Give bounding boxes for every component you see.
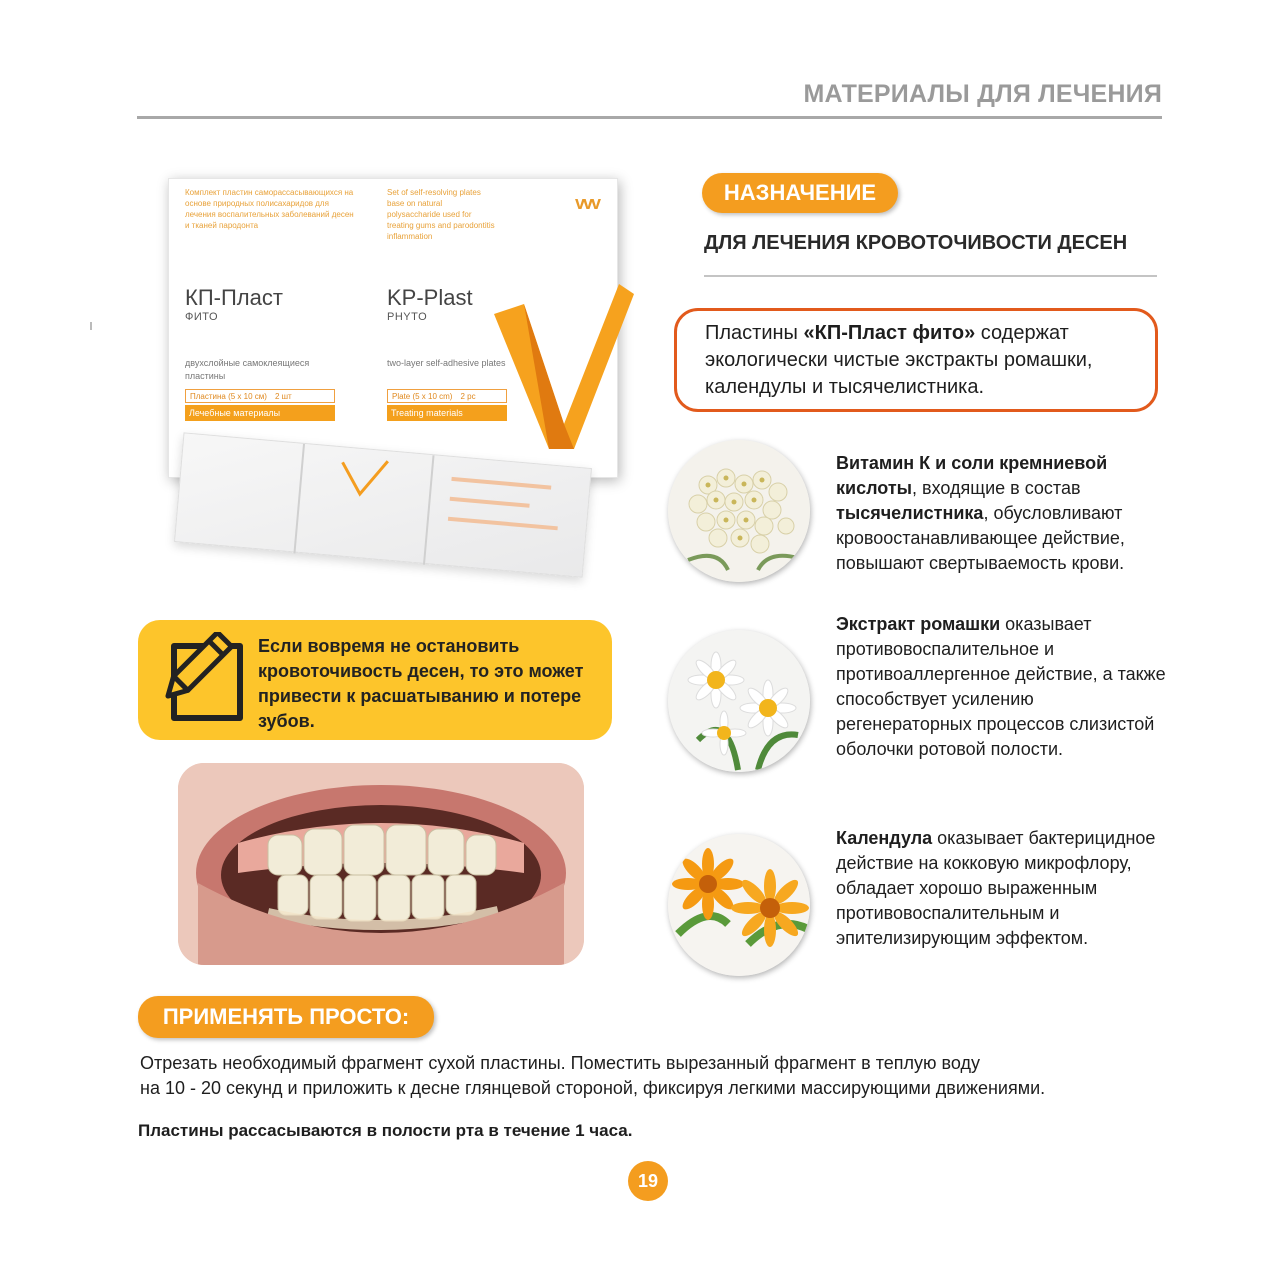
mouth-photo-icon: [178, 763, 584, 965]
gums-photo: [178, 763, 584, 965]
page-number: 19: [628, 1161, 668, 1201]
intro-ru: Комплект пластин саморассасывающихся на основе природных полисахаридов для лечения воспалительных заболеваний десен и тканей пародонта: [185, 188, 354, 230]
plate-size-en: Plate (5 x 10 cm): [392, 392, 453, 401]
calendula-icon: [668, 834, 810, 976]
plate-qty-en: 2 pc: [460, 392, 476, 401]
warning-text: Если вовремя не остановить кровоточивость десен, то это может привести к расшатыванию и потере зубов.: [258, 636, 584, 731]
warning-note: [138, 620, 612, 740]
yarrow-description: [836, 451, 1166, 576]
chamomile-description: [836, 612, 1166, 762]
checkmark-logo-icon: [494, 274, 634, 454]
edge-mark: [90, 322, 92, 330]
calendula-text: оказывает бактерицидное действие на кокковую микрофлору, обладает хорошо выраженным противовоспалительным и эпителизирующим эффектом.: [836, 828, 1156, 948]
band-ru: Лечебные материалы: [185, 405, 335, 421]
product-package-image: [148, 150, 628, 590]
header-divider: [137, 116, 1162, 119]
product-desc-ru: двухслойные самоклеящиеся пластины: [185, 358, 310, 381]
dissolve-note: Пластины рассасываются в полости рта в течение 1 часа.: [138, 1121, 633, 1140]
calendula-description: [836, 826, 1166, 951]
yarrow-bold-1: Витамин К и соли кремниевой кислоты: [836, 453, 1108, 498]
pencil-note-icon: [152, 632, 244, 724]
product-sub-ru: ФИТО: [185, 311, 219, 323]
purpose-title: НАЗНАЧЕНИЕ: [702, 173, 898, 213]
yarrow-icon: [668, 440, 810, 582]
composition-text-pre: Пластины: [705, 322, 804, 344]
composition-product-name: «КП-Пласт фито»: [803, 322, 976, 344]
purpose-divider: [704, 275, 1157, 277]
product-box: [168, 178, 618, 478]
plate-spec-en: [387, 389, 507, 403]
calendula-bold: Календула: [836, 828, 933, 848]
product-sub-en: PHYTO: [387, 311, 428, 323]
band-en: Treating materials: [387, 405, 507, 421]
brand-logo-icon: vvv: [574, 193, 599, 213]
plate-spec-ru: [185, 389, 335, 403]
product-name-ru: КП-Пласт: [185, 285, 283, 310]
usage-line-1: Отрезать необходимый фрагмент сухой пластины. Поместить вырезанный фрагмент в теплую воду: [140, 1053, 980, 1073]
yarrow-text-2: , обусловливают кровоостанавливающее действие, повышают свертываемость крови.: [836, 503, 1125, 573]
usage-instructions: [140, 1051, 1180, 1101]
chamomile-icon: [668, 630, 810, 772]
purpose-subtitle: ДЛЯ ЛЕЧЕНИЯ КРОВОТОЧИВОСТИ ДЕСЕН: [704, 232, 1128, 254]
intro-en: Set of self-resolving plates base on natural polysaccharide used for treating gums and parodontitis inflammation: [387, 188, 495, 241]
plate-size-ru: Пластина (5 x 10 см): [190, 392, 267, 401]
usage-title: ПРИМЕНЯТЬ ПРОСТО:: [138, 996, 434, 1038]
yarrow-text-1: , входящие в состав: [912, 478, 1081, 498]
product-desc-en: two-layer self-adhesive plates: [387, 358, 506, 368]
plate-qty-ru: 2 шт: [274, 392, 292, 401]
yarrow-bold-2: тысячелистника: [836, 503, 984, 523]
chamomile-text: оказывает противовоспалительное и противоаллергенное действие, а также способствует усилению регенераторных процессов слизистой оболочки ротовой полости.: [836, 614, 1166, 759]
section-title: МАТЕРИАЛЫ ДЛЯ ЛЕЧЕНИЯ: [803, 80, 1162, 108]
usage-line-2: на 10 - 20 секунд и приложить к десне глянцевой стороной, фиксируя легкими массирующими движениями.: [140, 1078, 1046, 1098]
composition-text-post: содержат экологически чистые экстракты ромашки, календулы и тысячелистника.: [705, 322, 1093, 398]
composition-box: [674, 308, 1158, 412]
chamomile-bold: Экстракт ромашки: [836, 614, 1001, 634]
product-name-en: KP-Plast: [387, 285, 473, 310]
